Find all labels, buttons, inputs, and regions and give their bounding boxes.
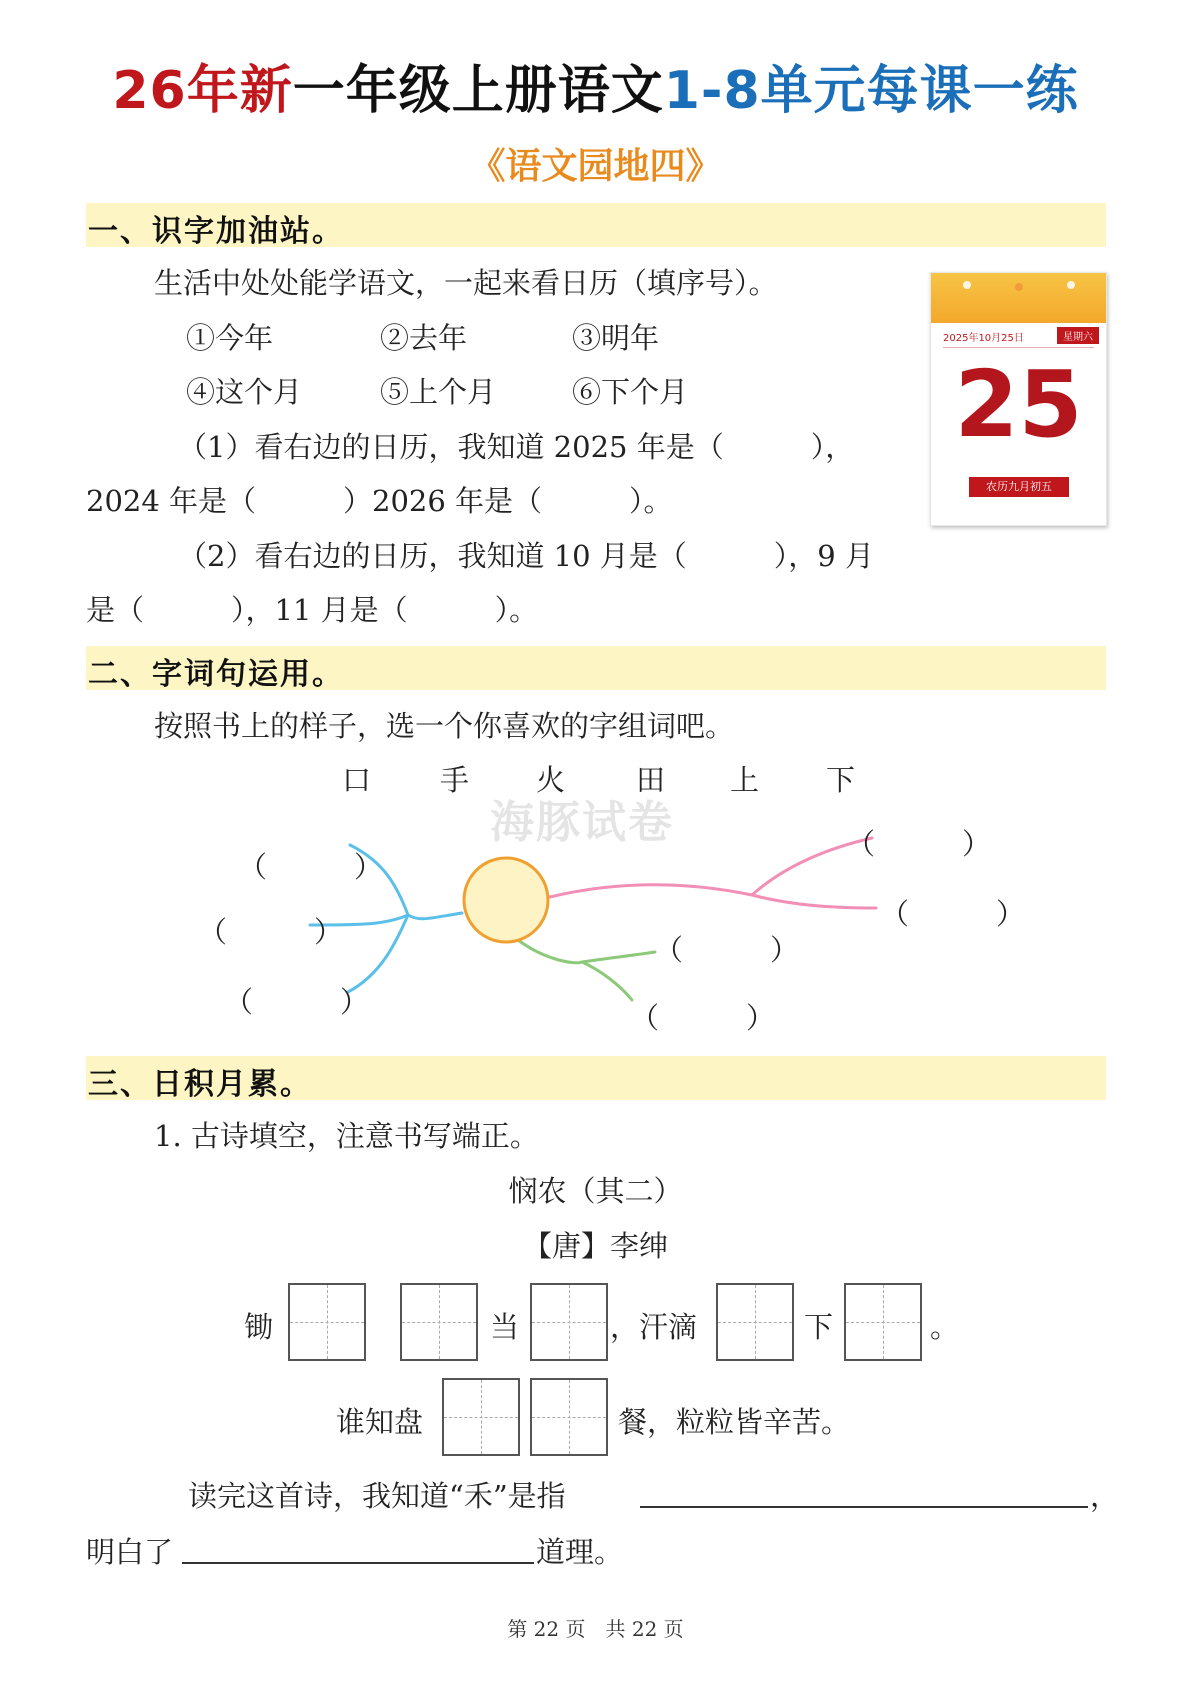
calendar-date: 2025年10月25日: [943, 333, 1024, 344]
option-5: ⑤上个月: [380, 375, 497, 409]
blank-left-top[interactable]: （ ）: [238, 850, 384, 884]
option-1: ①今年: [186, 321, 274, 355]
branch-right-top: [550, 838, 872, 897]
question-1-line1: （1）看右边的日历，我知道 2025 年是（ ），: [178, 430, 855, 464]
answer-line[interactable]: [640, 1506, 1088, 1508]
char-option: 口: [342, 763, 372, 797]
section2-intro: 按照书上的样子，选一个你喜欢的字组词吧。: [154, 709, 735, 743]
poem-instruction: 1. 古诗填空，注意书写端正。: [154, 1119, 539, 1153]
blank-left-middle[interactable]: （ ）: [198, 915, 344, 949]
char-option: 田: [636, 763, 666, 797]
writing-box[interactable]: [400, 1283, 478, 1361]
reflection-prompt: 读完这首诗，我知道“禾”是指: [188, 1479, 566, 1513]
branch-right-middle: [752, 895, 876, 908]
poem-text: ，汗滴: [610, 1310, 698, 1344]
section3-heading: 三、日积月累。: [88, 1067, 312, 1102]
section2-heading: 二、字词句运用。: [88, 657, 344, 692]
title-units: 1-8单元每课一练: [663, 61, 1079, 121]
reflection-prompt: 明白了: [86, 1535, 174, 1569]
char-option: 上: [730, 763, 760, 797]
page-number: 第 22 页 共 22 页: [507, 1617, 684, 1641]
calendar-lunar: 农历九月初五: [969, 477, 1069, 497]
option-2: ②去年: [380, 321, 468, 355]
question-1-line2: 2024 年是（ ）2026 年是（ ）。: [86, 484, 673, 518]
writing-box[interactable]: [844, 1283, 922, 1361]
writing-box[interactable]: [530, 1378, 608, 1456]
char-option: 火: [536, 763, 566, 797]
watermark: 海豚试卷: [490, 797, 674, 848]
poem-text: 谁知盘: [336, 1405, 424, 1439]
blank-right-top[interactable]: （ ）: [846, 827, 992, 861]
question-2-line1: （2）看右边的日历，我知道 10 月是（ ），9 月: [178, 539, 874, 573]
section1-intro: 生活中处处能学语文，一起来看日历（填序号）。: [154, 266, 778, 300]
poem-title: 悯农（其二）: [508, 1174, 683, 1208]
char-option: 手: [440, 763, 470, 797]
answer-line[interactable]: [182, 1562, 534, 1564]
char-option: 下: [826, 763, 856, 797]
blank-bottom-top[interactable]: （ ）: [654, 933, 800, 967]
reflection-prompt: 道理。: [536, 1535, 624, 1569]
calendar-weekday: 星期六: [1057, 327, 1099, 344]
reflection-comma: ，: [1090, 1479, 1120, 1513]
writing-box[interactable]: [716, 1283, 794, 1361]
poem-author: 【唐】李绅: [522, 1229, 668, 1263]
poem-text: 锄: [244, 1310, 274, 1344]
poem-text: 。: [930, 1310, 960, 1344]
question-2-line2: 是（ ），11 月是（ ）。: [86, 593, 539, 627]
section1-heading: 一、识字加油站。: [88, 214, 344, 249]
blank-bottom-bottom[interactable]: （ ）: [630, 1001, 776, 1035]
center-circle: [464, 858, 548, 942]
page-subtitle: 《语文园地四》: [469, 146, 722, 187]
calendar-day: 25: [954, 351, 1083, 458]
option-6: ⑥下个月: [572, 375, 689, 409]
option-4: ④这个月: [186, 375, 303, 409]
poem-text: 下: [804, 1310, 834, 1344]
poem-text: 餐，粒粒皆辛苦。: [618, 1405, 851, 1439]
blank-left-bottom[interactable]: （ ）: [224, 985, 370, 1019]
writing-box[interactable]: [530, 1283, 608, 1361]
option-3: ③明年: [572, 321, 660, 355]
blank-right-middle[interactable]: （ ）: [880, 897, 1026, 931]
branch-bottom-top: [518, 940, 655, 963]
writing-box[interactable]: [442, 1378, 520, 1456]
branch-bottom-bottom: [582, 962, 632, 1000]
poem-text: 当: [490, 1310, 520, 1344]
title-year: 26年新: [112, 61, 293, 121]
title-grade: 一年级上册语文: [292, 61, 664, 121]
writing-box[interactable]: [288, 1283, 366, 1361]
